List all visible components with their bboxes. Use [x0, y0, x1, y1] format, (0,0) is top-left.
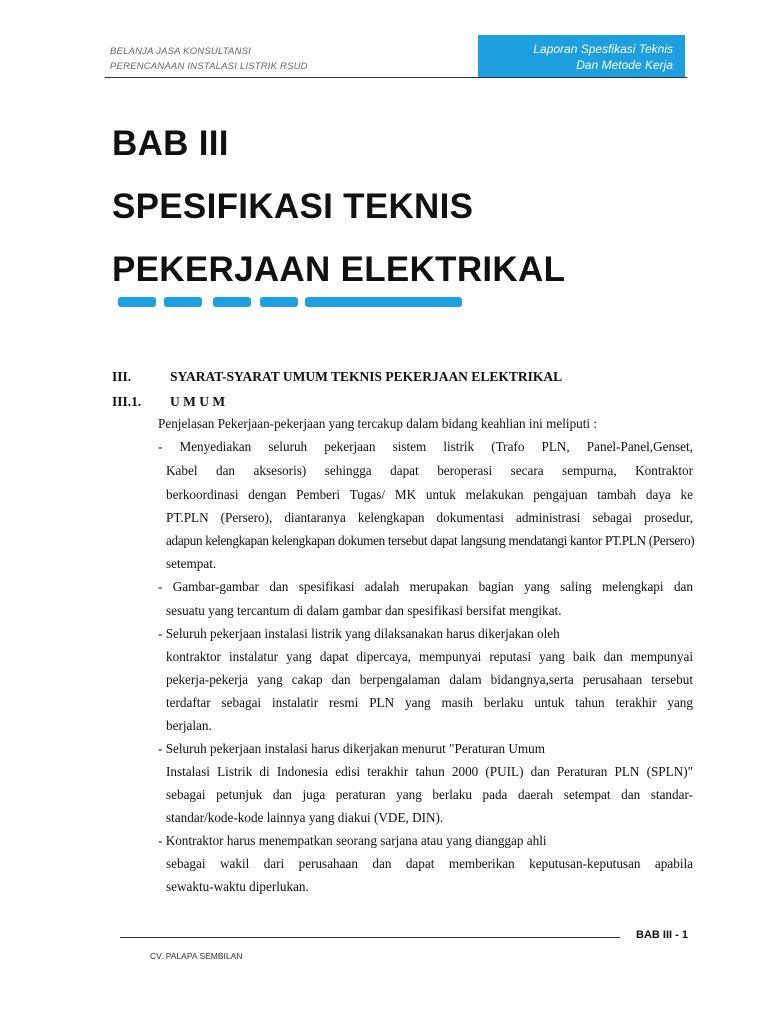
bullet-3-line: kontraktor instalatur yang dapat dipercaya, mempunyai reputasi yang baik dan mempunyai	[166, 649, 693, 664]
decor-bar-2	[164, 297, 202, 307]
bullet-1-line: - Menyediakan seluruh pekerjaan sistem listrik (Trafo PLN, Panel-Panel,Genset,	[158, 439, 693, 454]
subsection-number: III.1.	[112, 394, 142, 409]
decor-bar-1	[118, 297, 156, 307]
bullet-1-line: PT.PLN (Persero), diantaranya kelengkapan dokumentasi administrasi sebagai prosedur,	[166, 510, 693, 525]
bullet-1-line: Kabel dan aksesoris) sehingga dapat beroperasi secara sempurna, Kontraktor	[166, 463, 693, 478]
subsection-heading: U M U M	[170, 394, 226, 409]
bullet-4-line: Instalasi Listrik di Indonesia edisi terakhir tahun 2000 (PUIL) dan Peraturan PLN (SPLN)"	[166, 764, 693, 779]
header-project-line2: PERENCANAAN INSTALASI LISTRIK RSUD	[110, 61, 308, 72]
bullet-3-line: pekerja-pekerja yang cakap dan berpengalaman dalam bidangnya,serta perusahaan tersebut	[166, 672, 693, 687]
footer-rule	[120, 937, 620, 938]
decor-bar-4	[260, 297, 298, 307]
chapter-subtitle-2: PEKERJAAN ELEKTRIKAL	[112, 250, 566, 289]
decor-bar-5	[305, 297, 462, 307]
bullet-3-line: berjalan.	[166, 718, 212, 733]
section-number: III.	[112, 369, 132, 384]
bullet-2-line: - Gambar-gambar dan spesifikasi adalah merupakan bagian yang saling melengkapi dan	[158, 579, 693, 594]
bullet-1-line: setempat.	[166, 556, 217, 571]
bullet-4-line: sebagai petunjuk dan juga peraturan yang berlaku pada daerah setempat dan standar-	[166, 787, 693, 802]
bullet-3-line: terdaftar sebagai instalatir resmi PLN yang masih berlaku untuk tahun terakhir yang	[166, 695, 693, 710]
header-project-line1: BELANJA JASA KONSULTANSI	[110, 46, 252, 57]
header-rule	[105, 77, 687, 78]
bullet-4-line: - Seluruh pekerjaan instalasi harus dikerjakan menurut "Peraturan Umum	[158, 741, 545, 756]
bullet-1-line: adapun kelengkapan kelengkapan dokumen tersebut dapat langsung mendatangi kantor PT.PLN (Persero)	[166, 533, 695, 548]
bullet-2-line: sesuatu yang tercantum di dalam gambar dan spesifikasi bersifat mengikat.	[166, 603, 562, 618]
header-box-line1: Laporan Spesfikasi Teknis	[533, 42, 673, 56]
bullet-3-line: - Seluruh pekerjaan instalasi listrik yang dilaksanakan harus dikerjakan oleh	[158, 626, 560, 641]
header-left	[110, 44, 308, 74]
bullet-4-line: standar/kode-kode lainnya yang diakui (VDE, DIN).	[166, 810, 444, 825]
bullet-5-line: sewaktu-waktu diperlukan.	[166, 879, 309, 894]
decor-bar-3	[213, 297, 251, 307]
footer-page-number: BAB III - 1	[636, 929, 688, 941]
header-report-box	[478, 35, 685, 77]
chapter-title: BAB III	[112, 124, 229, 163]
footer-company: CV. PALAPA SEMBILAN	[150, 951, 243, 961]
bullet-5-line: sebagai wakil dari perusahaan dan dapat memberikan keputusan-keputusan apabila	[166, 856, 693, 871]
chapter-subtitle-1: SPESIFIKASI TEKNIS	[112, 187, 474, 226]
intro-text: Penjelasan Pekerjaan-pekerjaan yang tercakup dalam bidang keahlian ini meliputi :	[158, 416, 598, 431]
bullet-5-line: - Kontraktor harus menempatkan seorang sarjana atau yang dianggap ahli	[158, 833, 547, 848]
section-heading: SYARAT-SYARAT UMUM TEKNIS PEKERJAAN ELEKTRIKAL	[170, 369, 563, 384]
bullet-1-line: berkoordinasi dengan Pemberi Tugas/ MK untuk melakukan pengajuan tambah daya ke	[166, 487, 693, 502]
header-box-line2: Dan Metode Kerja	[576, 58, 673, 72]
